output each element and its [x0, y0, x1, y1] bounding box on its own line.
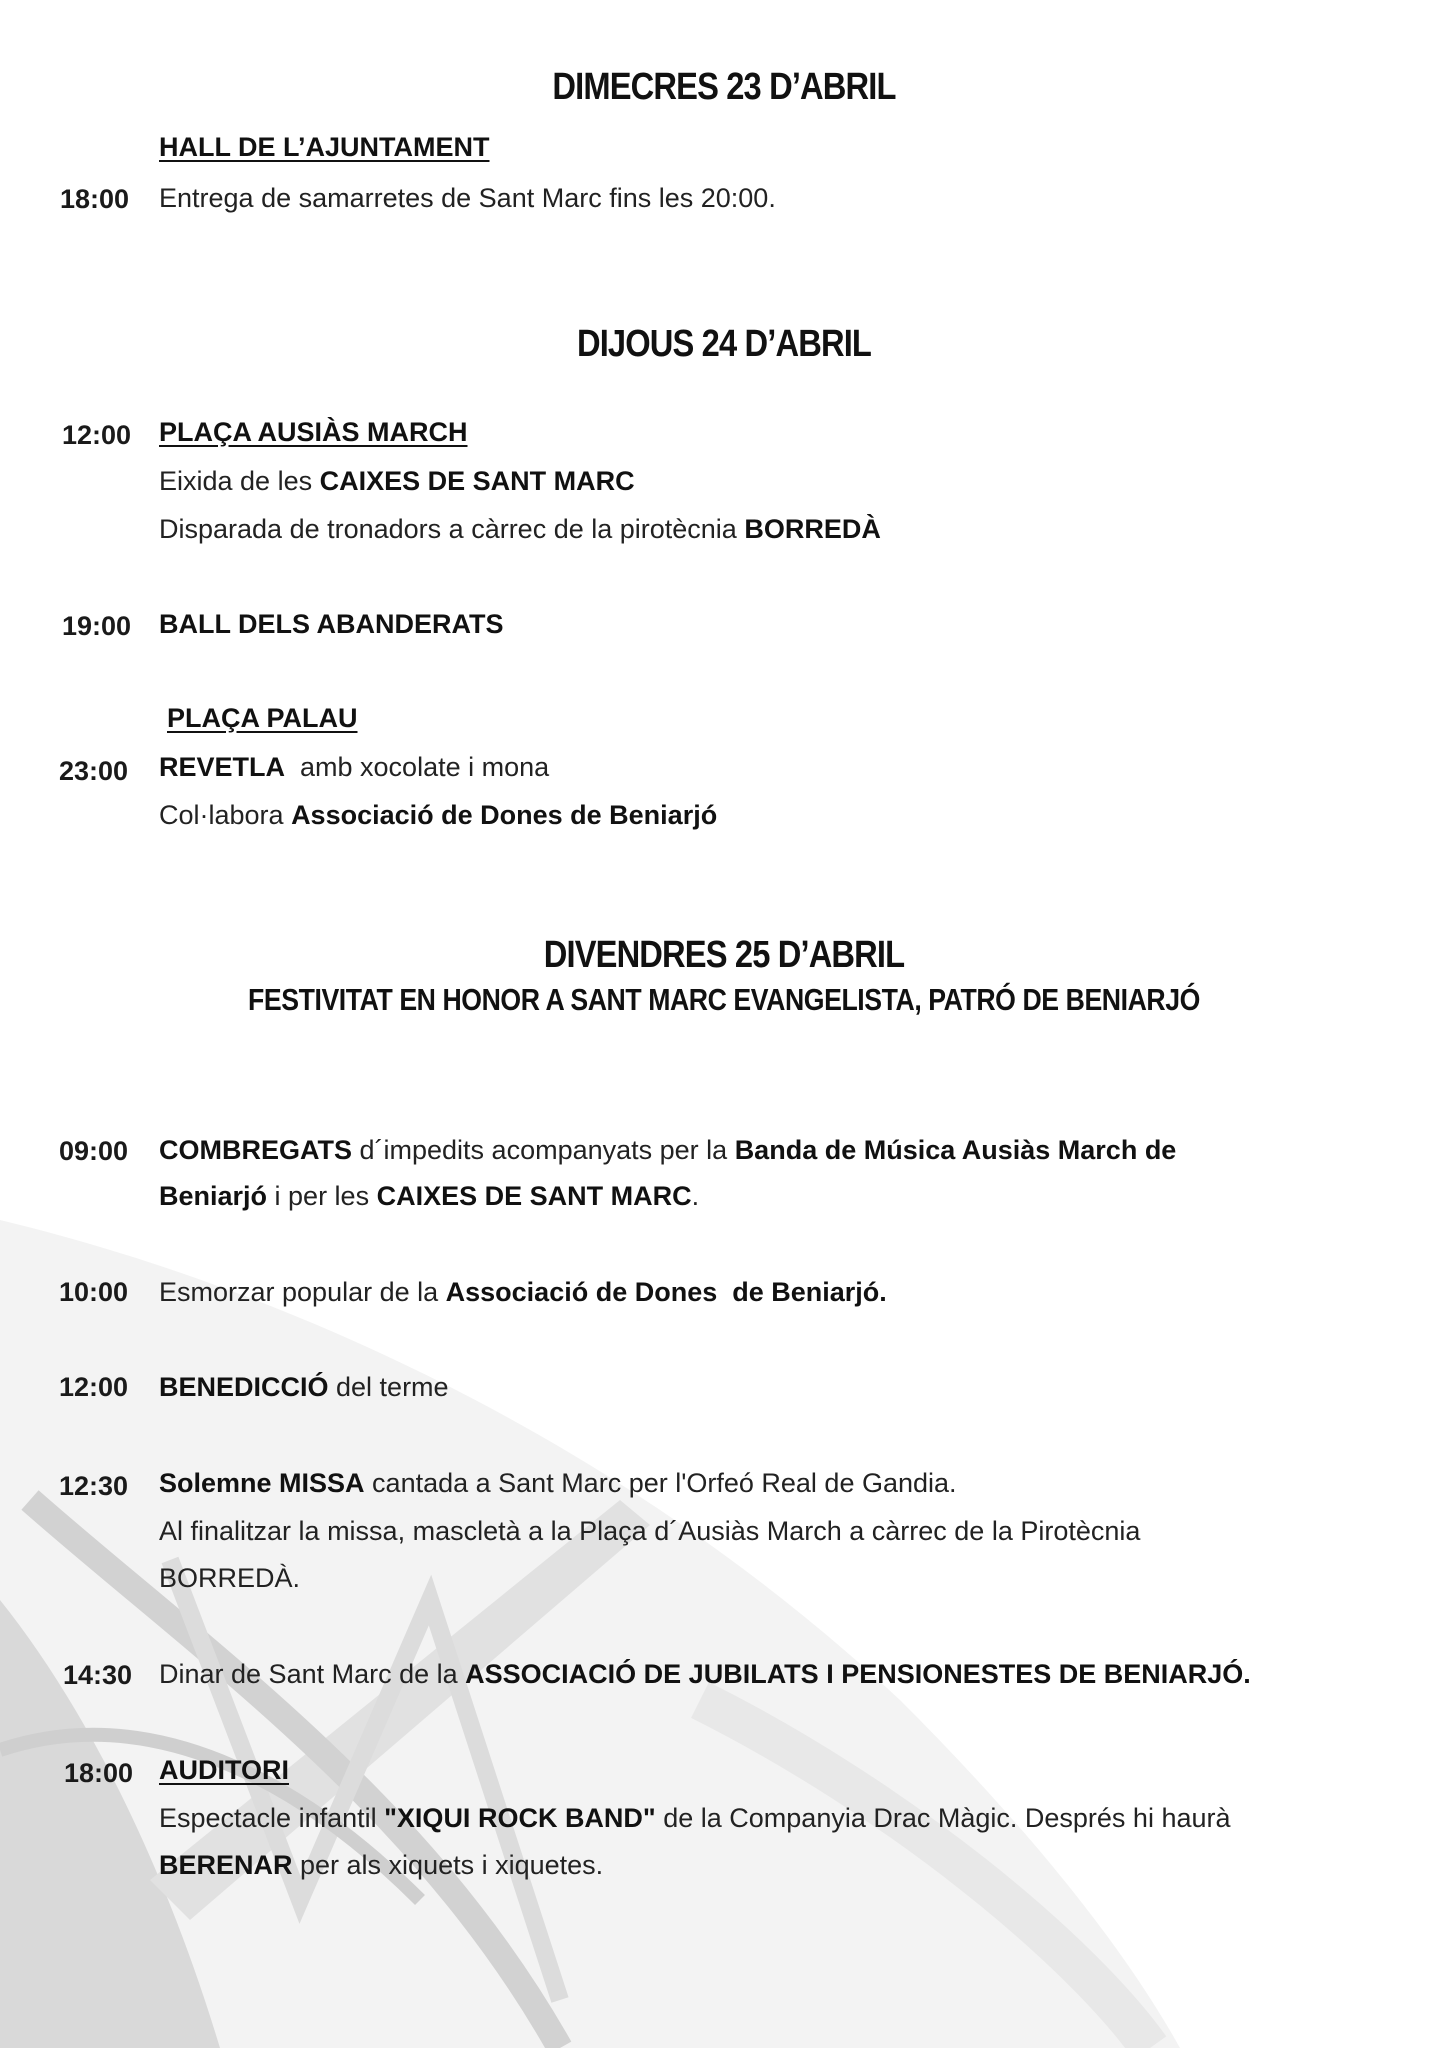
event-text-bold: Beniarjó	[159, 1181, 268, 1211]
event-text-bold: BORREDÀ	[744, 514, 881, 544]
event-text-bold: BALL DELS ABANDERATS	[159, 609, 504, 639]
event-text: amb xocolate i mona	[285, 752, 550, 782]
event-line	[159, 1277, 887, 1308]
event-text: de la Companyia Drac Màgic. Després hi haurà	[655, 1803, 1231, 1833]
venue-label: AUDITORI	[159, 1755, 290, 1785]
event-text-bold: BERENAR	[159, 1850, 293, 1880]
event-line	[159, 1659, 1251, 1690]
event-line	[159, 1850, 603, 1881]
event-text: BORREDÀ.	[159, 1563, 301, 1593]
event-text: Dinar de Sant Marc de la	[159, 1659, 466, 1689]
event-text-bold: CAIXES DE SANT MARC	[376, 1181, 692, 1211]
venue-label: PLAÇA PALAU	[167, 703, 358, 733]
event-line	[159, 1468, 957, 1499]
event-line	[159, 1181, 699, 1212]
event-line	[159, 514, 881, 545]
day-subtitle: FESTIVITAT EN HONOR A SANT MARC EVANGELISTA, PATRÓ DE BENIARJÓ	[248, 982, 1200, 1017]
event-text: Disparada de tronadors a càrrec de la pirotècnia	[159, 514, 745, 544]
event-text-bold: Associació de Dones de Beniarjó.	[445, 1277, 887, 1307]
event-time: 18:00	[60, 184, 130, 214]
event-text: Entrega de samarretes de Sant Marc fins les 20:00.	[159, 183, 776, 213]
event-time: 12:00	[62, 420, 132, 450]
event-text: i per les	[267, 1181, 377, 1211]
event-text: per als xiquets i xiquetes.	[292, 1850, 604, 1880]
event-text: .	[691, 1181, 700, 1211]
event-line	[159, 1803, 1231, 1834]
event-text-bold: REVETLA	[159, 752, 286, 782]
event-text: Eixida de les	[159, 466, 320, 496]
event-time: 12:30	[59, 1471, 129, 1501]
event-time: 10:00	[59, 1277, 129, 1307]
event-text: del terme	[328, 1372, 449, 1402]
day-title: DIMECRES 23 D’ABRIL	[552, 66, 896, 108]
event-time: 12:00	[59, 1372, 129, 1402]
event-line	[159, 1372, 449, 1403]
event-text-bold: ASSOCIACIÓ DE JUBILATS I PENSIONESTES DE BENIARJÓ.	[465, 1659, 1251, 1689]
event-time: 23:00	[59, 756, 129, 786]
day-title: DIVENDRES 25 D’ABRIL	[543, 934, 905, 976]
event-text: Al finalitzar la missa, mascletà a la Plaça d´Ausiàs March a càrrec de la Pirotècnia	[159, 1516, 1141, 1546]
event-line	[159, 1563, 300, 1594]
event-text-bold: BENEDICCIÓ	[159, 1372, 329, 1402]
event-text: Col·labora	[159, 800, 292, 830]
event-text-bold: Banda de Música Ausiàs March de	[734, 1135, 1177, 1165]
event-line	[159, 466, 635, 497]
event-text: cantada a Sant Marc per l'Orfeó Real de Gandia.	[364, 1468, 957, 1498]
event-time: 19:00	[62, 611, 132, 641]
event-time: 18:00	[64, 1758, 134, 1788]
event-text-bold: "XIQUI ROCK BAND"	[384, 1803, 656, 1833]
event-line	[159, 1516, 1140, 1547]
event-text: Esmorzar popular de la	[159, 1277, 446, 1307]
event-line	[159, 752, 549, 783]
venue-label: HALL DE L’AJUNTAMENT	[159, 132, 490, 162]
event-time: 09:00	[59, 1136, 129, 1166]
day-title: DIJOUS 24 D’ABRIL	[576, 323, 872, 365]
event-text-bold: Solemne MISSA	[159, 1468, 365, 1498]
event-text-bold: Associació de Dones de Beniarjó	[291, 800, 718, 830]
event-time: 14:30	[63, 1660, 133, 1690]
event-text-bold: COMBREGATS	[159, 1135, 352, 1165]
event-text-bold: CAIXES DE SANT MARC	[319, 466, 635, 496]
event-line	[159, 800, 717, 831]
event-text: Espectacle infantil	[159, 1803, 385, 1833]
event-line	[159, 183, 776, 214]
venue-label: PLAÇA AUSIÀS MARCH	[159, 417, 468, 447]
event-line	[159, 609, 504, 640]
event-text: d´impedits acompanyats per la	[352, 1135, 735, 1165]
event-line	[159, 1135, 1176, 1166]
